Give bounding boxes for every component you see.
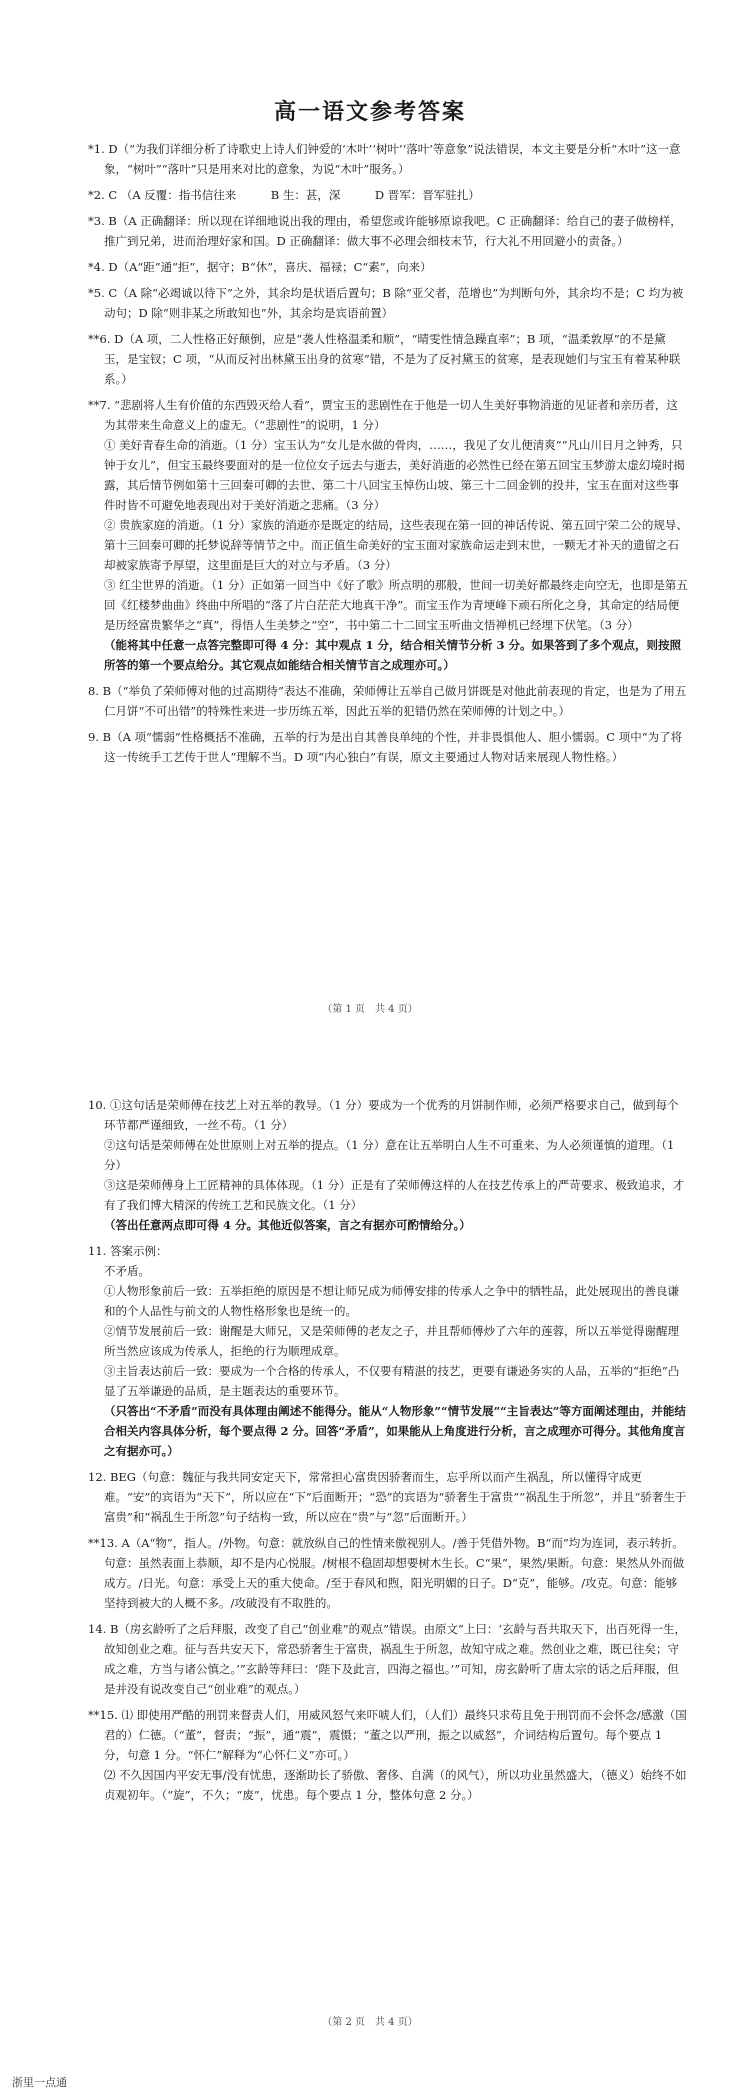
page-1 [0, 0, 740, 1040]
answer-q6: **6. D（A 项，二人性格正好颠倒，应是“袭人性格温柔和顺”，“晴雯性情急躁直率”；B 项，“温柔敦厚”的不是黛玉，是宝钗；C 项，“从而反衬出林黛玉出身的贫寒”错，不是为了反衬黛玉的贫寒，是表现她们与宝玉有着某种联系。） [88, 332, 681, 386]
answer-q7-point-1: ① 美好青春生命的消逝。（1 分）宝玉认为“女儿是水做的骨肉，……，我见了女儿便清爽”“凡山川日月之钟秀，只钟于女儿”，但宝玉最终要面对的是一位位女子远去与逝去，美好消逝的必然性已经在第五回宝玉梦游太虚幻境时揭露，其后情节例如第十三回秦可卿的去世、第二十八回宝玉悼伤山坡、第三十二回金钏的投井，宝玉在面对这些事件时皆不可避免地表现出对于美好消逝之悲痛。（3 分） [104, 438, 685, 512]
answer-q7-point-3: ③ 红尘世界的消逝。（1 分）正如第一回当中《好了歌》所点明的那般，世间一切美好都最终走向空无，也即是第五回《红楼梦曲曲》终曲中所唱的“落了片白茫茫大地真干净”。而宝玉作为青埂峰下顽石所化之身，其命定的结局便是历经富贵繁华之“真”，得悟人生美梦之“空”，书中第二十二回宝玉听曲文悟禅机已经埋下伏笔。（3 分） [104, 578, 688, 632]
answer-q11-point-1: ①人物形象前后一致：五举拒绝的原因是不想让师兄成为师傅安排的传承人之争中的牺牲品，此处展现出的善良谦和的个人品性与前文的人物性格形象也是统一的。 [104, 1284, 679, 1318]
answer-q4: *4. D（A“距”通“拒”，据守；B“休”，喜庆、福禄；C“素”，向来） [88, 260, 432, 274]
watermark-text: 浙里一点通 [12, 2076, 67, 2089]
answer-block-1-9 [88, 139, 688, 767]
answer-block-10-15 [88, 1095, 688, 1805]
page-footer-1: （第 1 页 共 4 页） [322, 1004, 418, 1015]
answer-q11-point-3: ③主旨表达前后一致：要成为一个合格的传承人，不仅要有精湛的技艺，更要有谦逊务实的人品，五举的“拒绝”凸显了五举谦逊的品质，是主题表达的重要环节。 [104, 1364, 680, 1398]
page-title: 高一语文参考答案 [273, 100, 466, 125]
answer-q14: 14. B（房玄龄听了之后拜服，改变了自己“创业难”的观点”错误。由原文“上曰：‘玄龄与吾共取天下，出百死得一生，故知创业之难。征与吾共安天下，常恐骄奢生于富贵，祸乱生于所忽，故知守成之难。然创业之难，既已往矣；守成之难，方当与诸公慎之。’”玄龄等拜曰：‘陛下及此言，四海之福也。’”可知，房玄龄听了唐太宗的话之后拜服，但是并没有说改变自己“创业难”的观点。） [88, 1622, 687, 1696]
answer-q2: *2. C （A 反覆：指书信往来 B 生：甚，深 D 晋军：晋军驻扎） [88, 188, 480, 202]
answer-q11-conclusion: 不矛盾。 [104, 1264, 150, 1278]
page-2 [0, 1055, 740, 2096]
answer-q11-point-2: ②情节发展前后一致：谢醒是大师兄，又是荣师傅的老友之子，并且帮师傅炒了六年的莲蓉，所以五举觉得谢醒理所当然应该成为传承人，拒绝的行为顺理成章。 [104, 1324, 679, 1358]
answer-q3: *3. B（A 正确翻译：所以现在详细地说出我的理由，希望您或许能够原谅我吧。C 正确翻译：给自己的妻子做榜样，推广到兄弟，进而治理好家和国。D 正确翻译：做大事不必理会细枝末节，行大礼不用回避小的责备。） [88, 214, 682, 248]
answer-q12: 12. BEG（句意：魏征与我共同安定天下，常常担心富贵因骄奢而生，忘乎所以而产生祸乱，所以懂得守成更难。“安”的宾语为“天下”，所以应在“下”后面断开；“恐”的宾语为“骄奢生于富贵”“祸乱生于所忽”，并且“骄奢生于富贵”和“祸乱生于所忽”句子结构一致，所以应在“贵”与“忽”后面断开。） [88, 1470, 687, 1524]
answer-q10-point-1: 10. ①这句话是荣师傅在技艺上对五举的教导。（1 分）要成为一个优秀的月饼制作师，必须严格要求自己，做到每个环节都严谨细致，一丝不苟。（1 分） [88, 1098, 679, 1132]
answer-q7-head: **7. “悲剧将人生有价值的东西毁灭给人看”，贾宝玉的悲剧性在于他是一切人生美好事物消逝的见证者和亲历者，这为其带来生命意义上的虚无。（“悲剧性”的说明，1 分） [88, 398, 678, 432]
answer-q5: *5. C（A 除“必竭诚以待下”之外，其余均是状语后置句；B 除“亚父者，范增也”为判断句外，其余均不是；C 均为被动句；D 除“则非某之所敢知也”外，其余均是宾语前置） [88, 286, 684, 320]
answer-q7-note: （能将其中任意一点答完整即可得 4 分：其中观点 1 分，结合相关情节分析 3 分。如果答到了多个观点，则按照所答的第一个要点给分。其它观点如能结合相关情节言之成理亦可。） [104, 638, 682, 672]
answer-q11-head: 11. 答案示例： [88, 1244, 168, 1258]
answer-q10-point-3: ③这是荣师傅身上工匠精神的具体体现。（1 分）正是有了荣师傅这样的人在技艺传承上的严苛要求、极致追求，才有了我们博大精深的传统工艺和民族文化。（1 分） [104, 1178, 685, 1212]
answer-q1: *1. D（“为我们详细分析了诗歌史上诗人们钟爱的‘木叶’‘树叶’‘落叶’等意象”说法错误，本文主要是分析“木叶”这一意象，“树叶”“落叶”只是用来对比的意象，为说“木叶”服务。） [88, 142, 681, 176]
answer-q13: **13. A（A“物”，指人。/外物。句意：就放纵自己的性情来傲视别人。/善于凭借外物。B“而”均为连词，表示转折。句意：虽然表面上恭顺，却不是内心悦服。/树根不稳固却想要树木生长。C“果”，果然/果断。句意：果然从外而做成方。/日光。句意：承受上天的重大使命。/至于春风和煦，阳光明媚的日子。D“克”，能够。/攻克。句意：能够坚持到被大的人概不多。/攻破没有不取胜的。 [88, 1536, 685, 1610]
answer-q10-note: （答出任意两点即可得 4 分。其他近似答案，言之有据亦可酌情给分。） [104, 1218, 471, 1232]
answer-q9: 9. B（A 项“懦弱”性格概括不准确，五举的行为是出自其善良单纯的个性，并非畏惧他人、胆小懦弱。C 项中“为了将这一传统手工艺传于世人”理解不当。D 项“内心独白”有误，原文主要通过人物对话来展现人物性格。） [88, 730, 683, 764]
answer-q15-part-1: **15. ⑴ 即使用严酷的刑罚来督责人们，用威风怒气来吓唬人们，（人们）最终只求苟且免于刑罚而不会怀念/感激（国君的）仁德。（“董”，督责；“振”，通“震”，震慑；“董之以严刑，振之以威怒”，介词结构后置句。每个要点 1 分，句意 1 分。“怀仁”解释为“心怀仁义”亦可。） [88, 1708, 687, 1762]
answer-q15-part-2: ⑵ 不久因国内平安无事/没有忧患，逐渐助长了骄傲、奢侈、自满（的风气），所以功业虽然盛大，（德义）始终不如贞观初年。（“旋”，不久；“废”，忧患。每个要点 1 分，整体句意 2 分。） [104, 1768, 687, 1802]
answer-q7-point-2: ② 贵族家庭的消逝。（1 分）家族的消逝亦是既定的结局，这些表现在第一回的神话传说、第五回宁荣二公的规导、第十三回秦可卿的托梦说辞等情节之中。而正值生命美好的宝玉面对家族命运走到末世，一颗无才补天的遗留之石却被家族寄予厚望，这里面是巨大的对立与矛盾。（3 分） [104, 518, 688, 572]
page-footer-2: （第 2 页 共 4 页） [322, 2017, 418, 2028]
answer-q8: 8. B（“举负了荣师傅对他的过高期待”表达不准确，荣师傅让五举自己做月饼既是对他此前表现的肯定，也是为了用五仁月饼“不可出错”的特殊性来进一步历练五举，因此五举的犯错仍然在荣师傅的计划之中。） [88, 684, 687, 718]
answer-q11-note: （只答出“不矛盾”而没有具体理由阐述不能得分。能从“人物形象”“情节发展”“主旨表达”等方面阐述理由，并能结合相关内容具体分析，每个要点得 2 分。回答“矛盾”，如果能从上角度进行分析，言之成理亦可得分。其他角度言之有据亦可。） [104, 1404, 686, 1458]
answer-q10-point-2: ②这句话是荣师傅在处世原则上对五举的提点。（1 分）意在让五举明白人生不可重来、为人必须谨慎的道理。（1 分） [104, 1138, 675, 1172]
